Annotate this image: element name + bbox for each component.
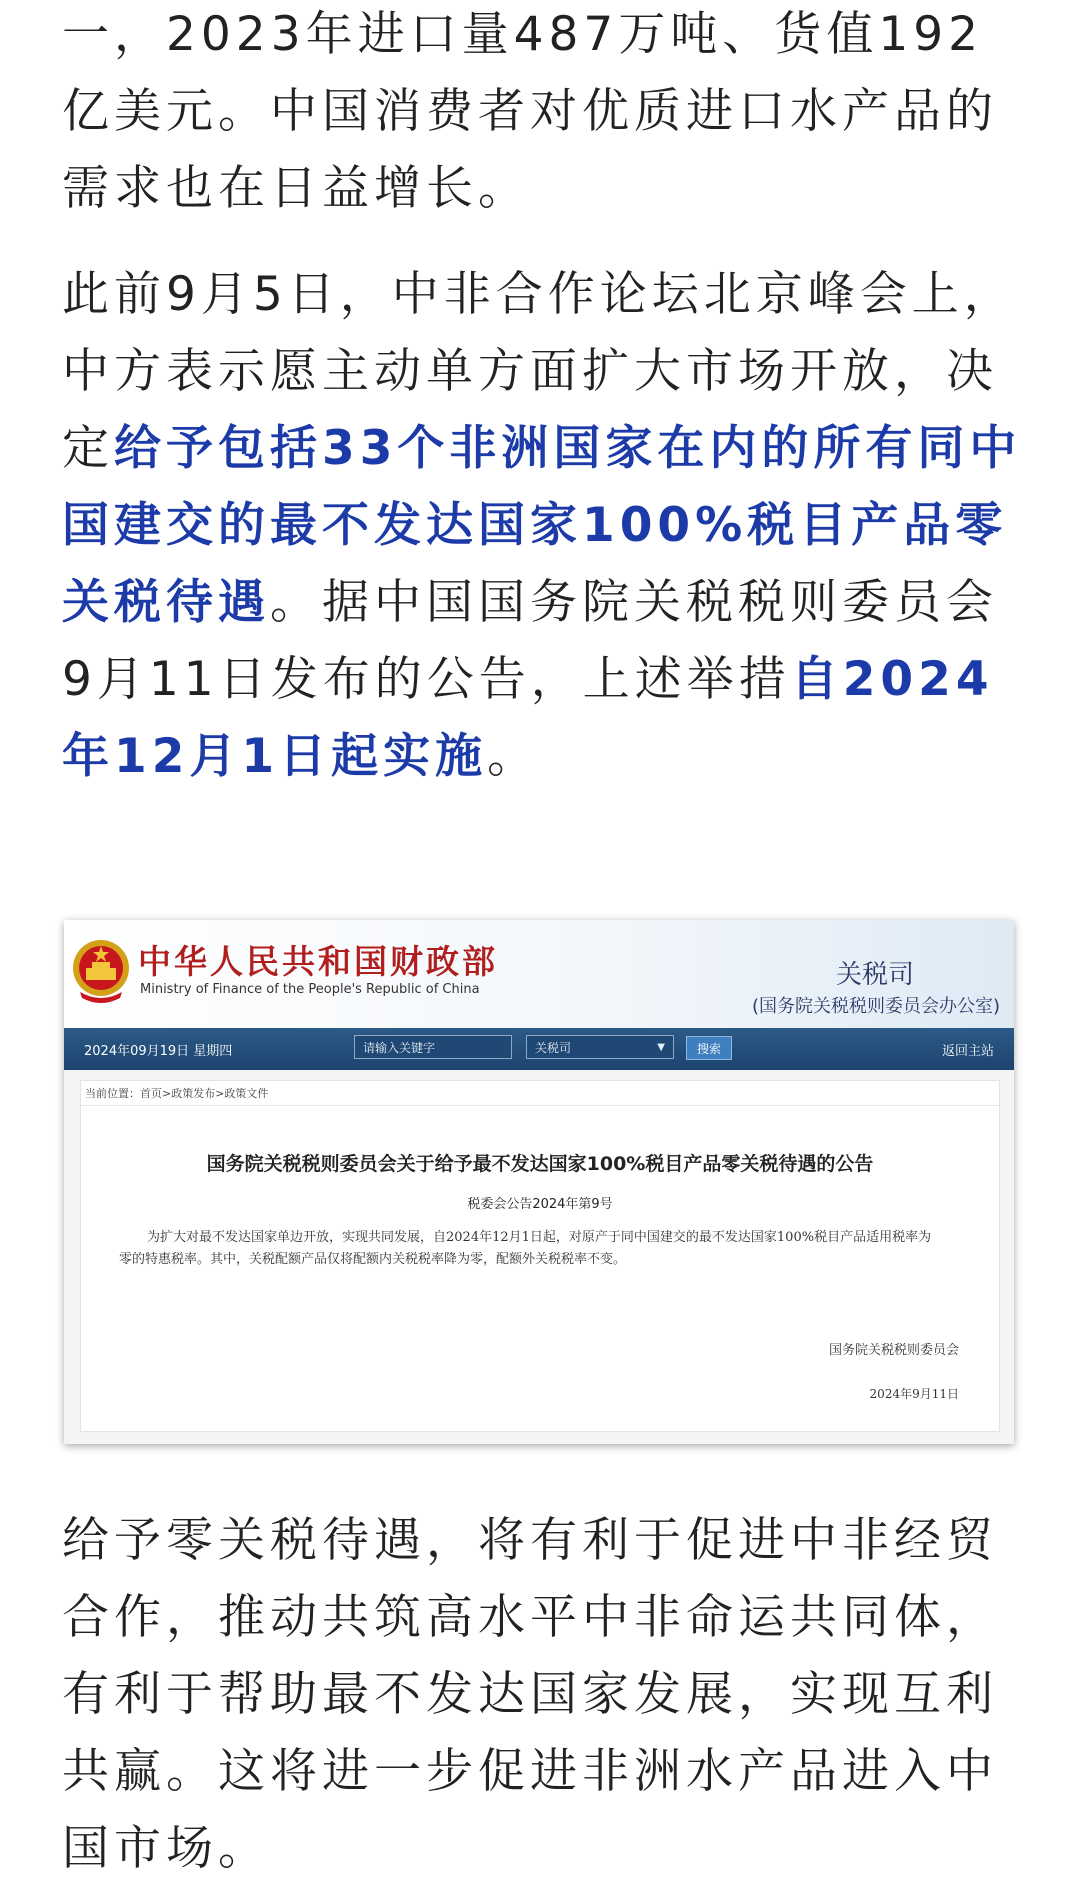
national-emblem-icon xyxy=(70,934,132,1006)
highlight-effective-date: 自2024年12月1日起实施 xyxy=(62,652,994,784)
paragraph-summit-policy xyxy=(62,256,1022,795)
paragraph-conclusion: 给予零关税待遇，将有利于促进中非经贸合作，推动共筑高水平中非命运共同体，有利于帮助最不发达国家发展，实现互利共赢。这将进一步促进非洲水产品进入中国市场。 xyxy=(62,1513,998,1876)
divider xyxy=(81,1105,999,1106)
department-subtitle: (国务院关税税则委员会办公室) xyxy=(751,996,1000,1017)
breadcrumb[interactable]: 当前位置：首页>政策发布>政策文件 xyxy=(85,1087,269,1100)
department-select[interactable] xyxy=(526,1035,674,1059)
home-link[interactable]: 返回主站 xyxy=(941,1044,994,1059)
document-title: 国务院关税税则委员会关于给予最不发达国家100%税目产品零关税待遇的公告 xyxy=(206,1153,874,1175)
paragraph-lead: 此前9月5日，中非合作论坛北京峰会上，中方表示愿主动单方面扩大市场开放，决定 xyxy=(62,267,1016,476)
embedded-screenshot xyxy=(64,920,1014,1444)
search-button[interactable]: 搜索 xyxy=(686,1036,732,1060)
document-number: 税委会公告2024年第9号 xyxy=(467,1197,613,1212)
document-date: 2024年9月11日 xyxy=(869,1387,959,1401)
ministry-header xyxy=(64,920,1014,1028)
ministry-name-zh: 中华人民共和国财政部 xyxy=(138,942,498,981)
document-body: 为扩大对最不发达国家单边开放，实现共同发展，自2024年12月1日起，对原产于同中国建交的最不发达国家100%税目产品适用税率为零的特惠税率。其中，关税配额产品仅将配额内关税税率降为零，配额外关税税率不变。 xyxy=(119,1230,932,1267)
document-signature: 国务院关税税则委员会 xyxy=(828,1343,959,1358)
navbar xyxy=(64,1028,1014,1070)
ministry-name-en: Ministry of Finance of the People's Republic of China xyxy=(140,982,480,997)
nav-date: 2024年09月19日 星期四 xyxy=(84,1044,233,1059)
highlight-zero-tariff: 给予包括33个非洲国家在内的所有同中国建交的最不发达国家100%税目产品零关税待遇 xyxy=(62,421,1022,630)
document-panel xyxy=(80,1080,1000,1432)
paragraph-import-stats: 一，2023年进口量487万吨、货值192亿美元。中国消费者对优质进口水产品的需求也在日益增长。 xyxy=(62,7,998,216)
paragraph-tail: 。 xyxy=(487,729,540,784)
paragraph-middle: 。据中国国务院关税税则委员会9月11日发布的公告，上述举措 xyxy=(62,575,998,707)
chevron-down-icon: ▼ xyxy=(657,1042,665,1053)
department-name: 关税司 xyxy=(835,960,914,990)
search-input[interactable]: 请输入关键字 xyxy=(354,1035,512,1059)
department-select-value: 关税司 xyxy=(535,1041,572,1055)
